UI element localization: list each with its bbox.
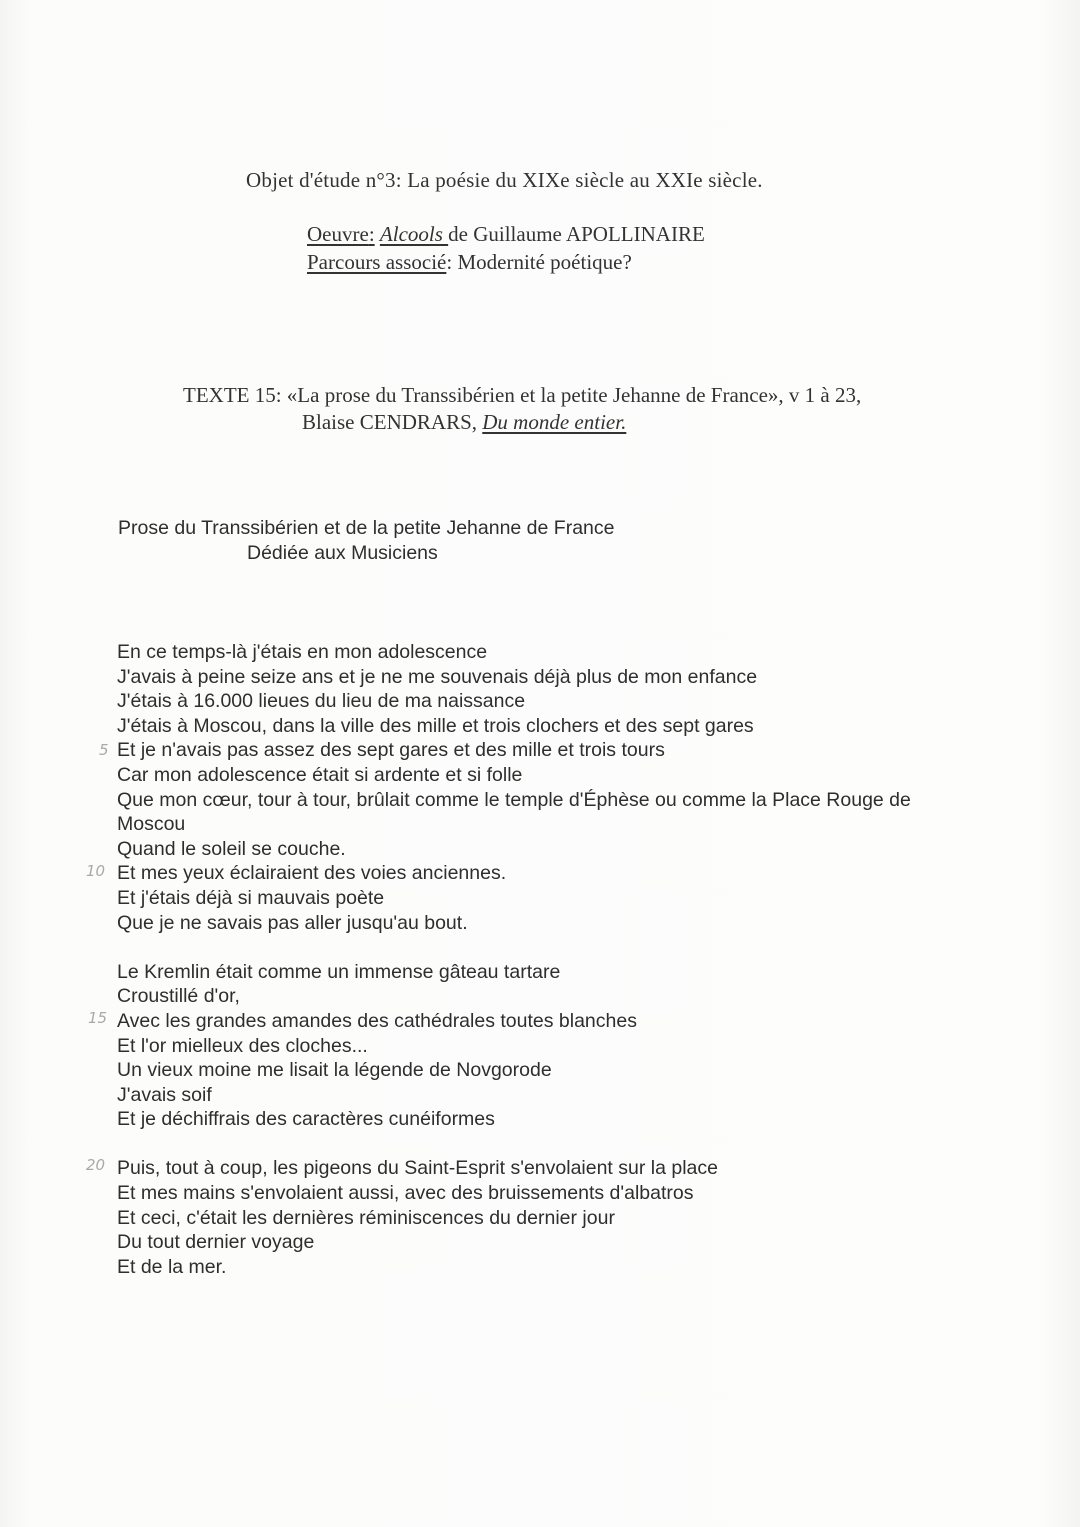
line-number-10: 10 (86, 862, 106, 880)
poem-dedication: Dédiée aux Musiciens (247, 542, 438, 564)
verse-21: Et ceci, c'était les dernières réminiscences du dernier jour (117, 1206, 615, 1229)
verse-9: Et mes yeux éclairaient des voies anciennes. (117, 862, 507, 885)
stanza-1 (117, 640, 1017, 935)
verse-20: Et mes mains s'envolaient aussi, avec des bruissements d'albatros (117, 1182, 694, 1205)
verse-14: Avec les grandes amandes des cathédrales toutes blanches (117, 1009, 637, 1032)
oeuvre-label: Oeuvre (307, 222, 369, 246)
poem-title: Prose du Transsibérien et de la petite Jehanne de France (118, 517, 615, 539)
verse-11: Que je ne savais pas aller jusqu'au bout. (117, 911, 468, 934)
verse-13: Croustillé d'or, (117, 985, 240, 1008)
verse-19: Puis, tout à coup, les pigeons du Saint-Esprit s'envolaient sur la place (117, 1157, 718, 1180)
texte-book: Du monde entier. (482, 410, 627, 434)
verse-3: J'étais à 16.000 lieues du lieu de ma naissance (117, 690, 526, 713)
verse-1: En ce temps-là j'étais en mon adolescence (117, 641, 488, 663)
line-number-15: 15 (88, 1009, 108, 1027)
verse-23: Et de la mer. (117, 1255, 227, 1278)
parcours-value: : Modernité poétique? (446, 250, 632, 274)
verse-18: Et je déchiffrais des caractères cunéiformes (117, 1108, 495, 1131)
verse-10: Et j'étais déjà si mauvais poète (117, 886, 385, 909)
oeuvre-author: de Guillaume APOLLINAIRE (448, 222, 705, 246)
oeuvre-line: Oeuvre: Alcools de Guillaume APOLLINAIRE (307, 222, 705, 246)
stanza-3 (117, 1156, 1017, 1279)
texte-source (302, 410, 626, 435)
verse-22: Du tout dernier voyage (117, 1231, 315, 1254)
parcours-line (307, 250, 632, 275)
verse-16: Un vieux moine me lisait la légende de Novgorode (117, 1059, 552, 1082)
texte-author: Blaise CENDRARS, (302, 410, 483, 434)
verse-5: Et je n'avais pas assez des sept gares et des mille et trois tours (117, 739, 665, 762)
verse-2: J'avais à peine seize ans et je ne me souvenais déjà plus de mon enfance (117, 665, 758, 688)
verse-4: J'étais à Moscou, dans la ville des mille et trois clochers et des sept gares (117, 714, 754, 737)
verse-8: Quand le soleil se couche. (117, 837, 346, 860)
line-number-5: 5 (99, 741, 109, 759)
parcours-label: Parcours associé (307, 250, 447, 274)
objet-etude-heading: Objet d'étude n°3: La poésie du XIXe siècle au XXIe siècle. (246, 168, 763, 192)
verse-7: Que mon cœur, tour à tour, brûlait comme le temple d'Éphèse ou comme la Place Rouge de Moscou (117, 788, 911, 836)
oeuvre-title: Alcools (379, 222, 449, 246)
verse-17: J'avais soif (117, 1083, 212, 1106)
verse-6: Car mon adolescence était si ardente et si folle (117, 763, 523, 786)
verse-12: Le Kremlin était comme un immense gâteau tartare (117, 960, 561, 983)
stanza-2 (117, 960, 1017, 1132)
poem-body (117, 640, 1017, 1279)
verse-15: Et l'or mielleux des cloches... (117, 1034, 368, 1057)
texte-heading: TEXTE 15: «La prose du Transsibérien et la petite Jehanne de France», v 1 à 23, (183, 383, 862, 407)
line-number-20: 20 (86, 1156, 106, 1174)
